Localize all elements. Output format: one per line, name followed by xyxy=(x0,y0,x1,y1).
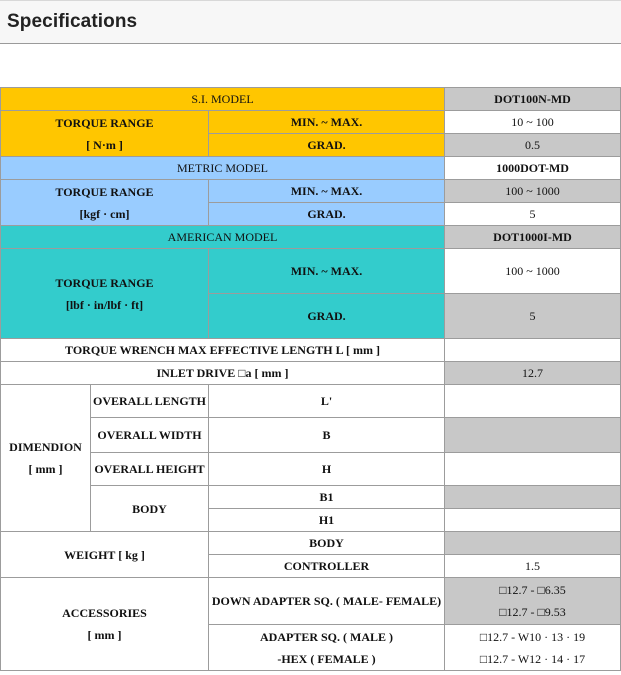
wrench-length-label: TORQUE WRENCH MAX EFFECTIVE LENGTH L [ mm ] xyxy=(1,339,445,362)
down-adapter-label: DOWN ADAPTER SQ. ( MALE- FEMALE) xyxy=(209,578,445,625)
table-row xyxy=(1,532,621,555)
accessories-cell xyxy=(1,578,209,671)
table-row xyxy=(1,180,621,203)
american-torque-label: TORQUE RANGE xyxy=(55,275,154,290)
weight-body-value xyxy=(445,532,621,555)
american-torque-range-cell xyxy=(1,249,209,339)
metric-torque-range-cell xyxy=(1,180,209,226)
section-header xyxy=(0,0,621,44)
dimension-row-symbol: B xyxy=(209,418,445,453)
si-grad-value: 0.5 xyxy=(445,134,621,157)
adapter-label-line: -HEX ( FEMALE ) xyxy=(277,651,376,666)
dimension-row-name: OVERALL LENGTH xyxy=(91,385,209,418)
table-row xyxy=(1,226,621,249)
dimension-row-value xyxy=(445,418,621,453)
dimension-row-value xyxy=(445,385,621,418)
accessories-label: ACCESSORIES xyxy=(62,606,147,620)
table-row xyxy=(1,249,621,294)
adapter-label-cell xyxy=(209,625,445,671)
metric-minmax-value: 100 ~ 1000 xyxy=(445,180,621,203)
metric-grad-label: GRAD. xyxy=(209,203,445,226)
table-row xyxy=(1,339,621,362)
adapter-value: □12.7 - W10 · 13 · 19 xyxy=(479,629,586,644)
american-model-value: DOT1000I-MD xyxy=(445,226,621,249)
specifications-table xyxy=(0,87,621,671)
metric-torque-unit: [kgf · cm] xyxy=(79,206,130,221)
si-torque-range-cell xyxy=(1,111,209,157)
adapter-label-line: ADAPTER SQ. ( MALE ) xyxy=(260,629,394,644)
adapter-value: □12.7 - W12 · 14 · 17 xyxy=(479,651,586,666)
metric-model-label: METRIC MODEL xyxy=(1,157,445,180)
dimension-body-symbol: B1 xyxy=(209,486,445,509)
table-row xyxy=(1,157,621,180)
table-row xyxy=(1,578,621,625)
dimension-row-symbol: H xyxy=(209,453,445,486)
si-minmax-value: 10 ~ 100 xyxy=(445,111,621,134)
inlet-drive-value: 12.7 xyxy=(445,362,621,385)
dimension-row-symbol: L' xyxy=(209,385,445,418)
section-title: Specifications xyxy=(7,11,138,32)
dimension-label: DIMENDION xyxy=(9,440,82,454)
metric-grad-value: 5 xyxy=(445,203,621,226)
metric-model-value: 1000DOT-MD xyxy=(445,157,621,180)
weight-controller-value: 1.5 xyxy=(445,555,621,578)
dimension-body-symbol: H1 xyxy=(209,509,445,532)
down-adapter-value: □12.7 - □9.53 xyxy=(499,605,566,619)
table-row xyxy=(1,385,621,418)
table-row xyxy=(1,111,621,134)
american-minmax-value: 100 ~ 1000 xyxy=(445,249,621,294)
dimension-body-value xyxy=(445,509,621,532)
dimension-body-value xyxy=(445,486,621,509)
adapter-values xyxy=(445,625,621,671)
weight-body-label: BODY xyxy=(209,532,445,555)
si-grad-label: GRAD. xyxy=(209,134,445,157)
dimension-body-label: BODY xyxy=(91,486,209,532)
american-torque-unit: [lbf · in/lbf · ft] xyxy=(65,297,144,312)
si-torque-label: TORQUE RANGE xyxy=(55,115,154,130)
inlet-drive-label: INLET DRIVE □a [ mm ] xyxy=(1,362,445,385)
metric-torque-label: TORQUE RANGE xyxy=(55,184,154,199)
dimension-row-name: OVERALL WIDTH xyxy=(91,418,209,453)
american-model-label: AMERICAN MODEL xyxy=(1,226,445,249)
dimension-cell xyxy=(1,385,91,532)
table-row xyxy=(1,418,621,453)
accessories-unit: [ mm ] xyxy=(87,628,122,642)
table-row xyxy=(1,88,621,111)
si-model-label: S.I. MODEL xyxy=(1,88,445,111)
dimension-row-name: OVERALL HEIGHT xyxy=(91,453,209,486)
table-row xyxy=(1,453,621,486)
si-model-value: DOT100N-MD xyxy=(445,88,621,111)
metric-minmax-label: MIN. ~ MAX. xyxy=(209,180,445,203)
weight-controller-label: CONTROLLER xyxy=(209,555,445,578)
weight-label: WEIGHT [ kg ] xyxy=(1,532,209,578)
down-adapter-value: □12.7 - □6.35 xyxy=(499,583,566,597)
american-grad-value: 5 xyxy=(445,294,621,339)
table-row xyxy=(1,486,621,509)
si-torque-unit: [ N·m ] xyxy=(86,137,123,152)
table-row xyxy=(1,362,621,385)
american-minmax-label: MIN. ~ MAX. xyxy=(209,249,445,294)
american-grad-label: GRAD. xyxy=(209,294,445,339)
si-minmax-label: MIN. ~ MAX. xyxy=(209,111,445,134)
wrench-length-value xyxy=(445,339,621,362)
dimension-unit: [ mm ] xyxy=(28,462,63,476)
dimension-row-value xyxy=(445,453,621,486)
down-adapter-values xyxy=(445,578,621,625)
